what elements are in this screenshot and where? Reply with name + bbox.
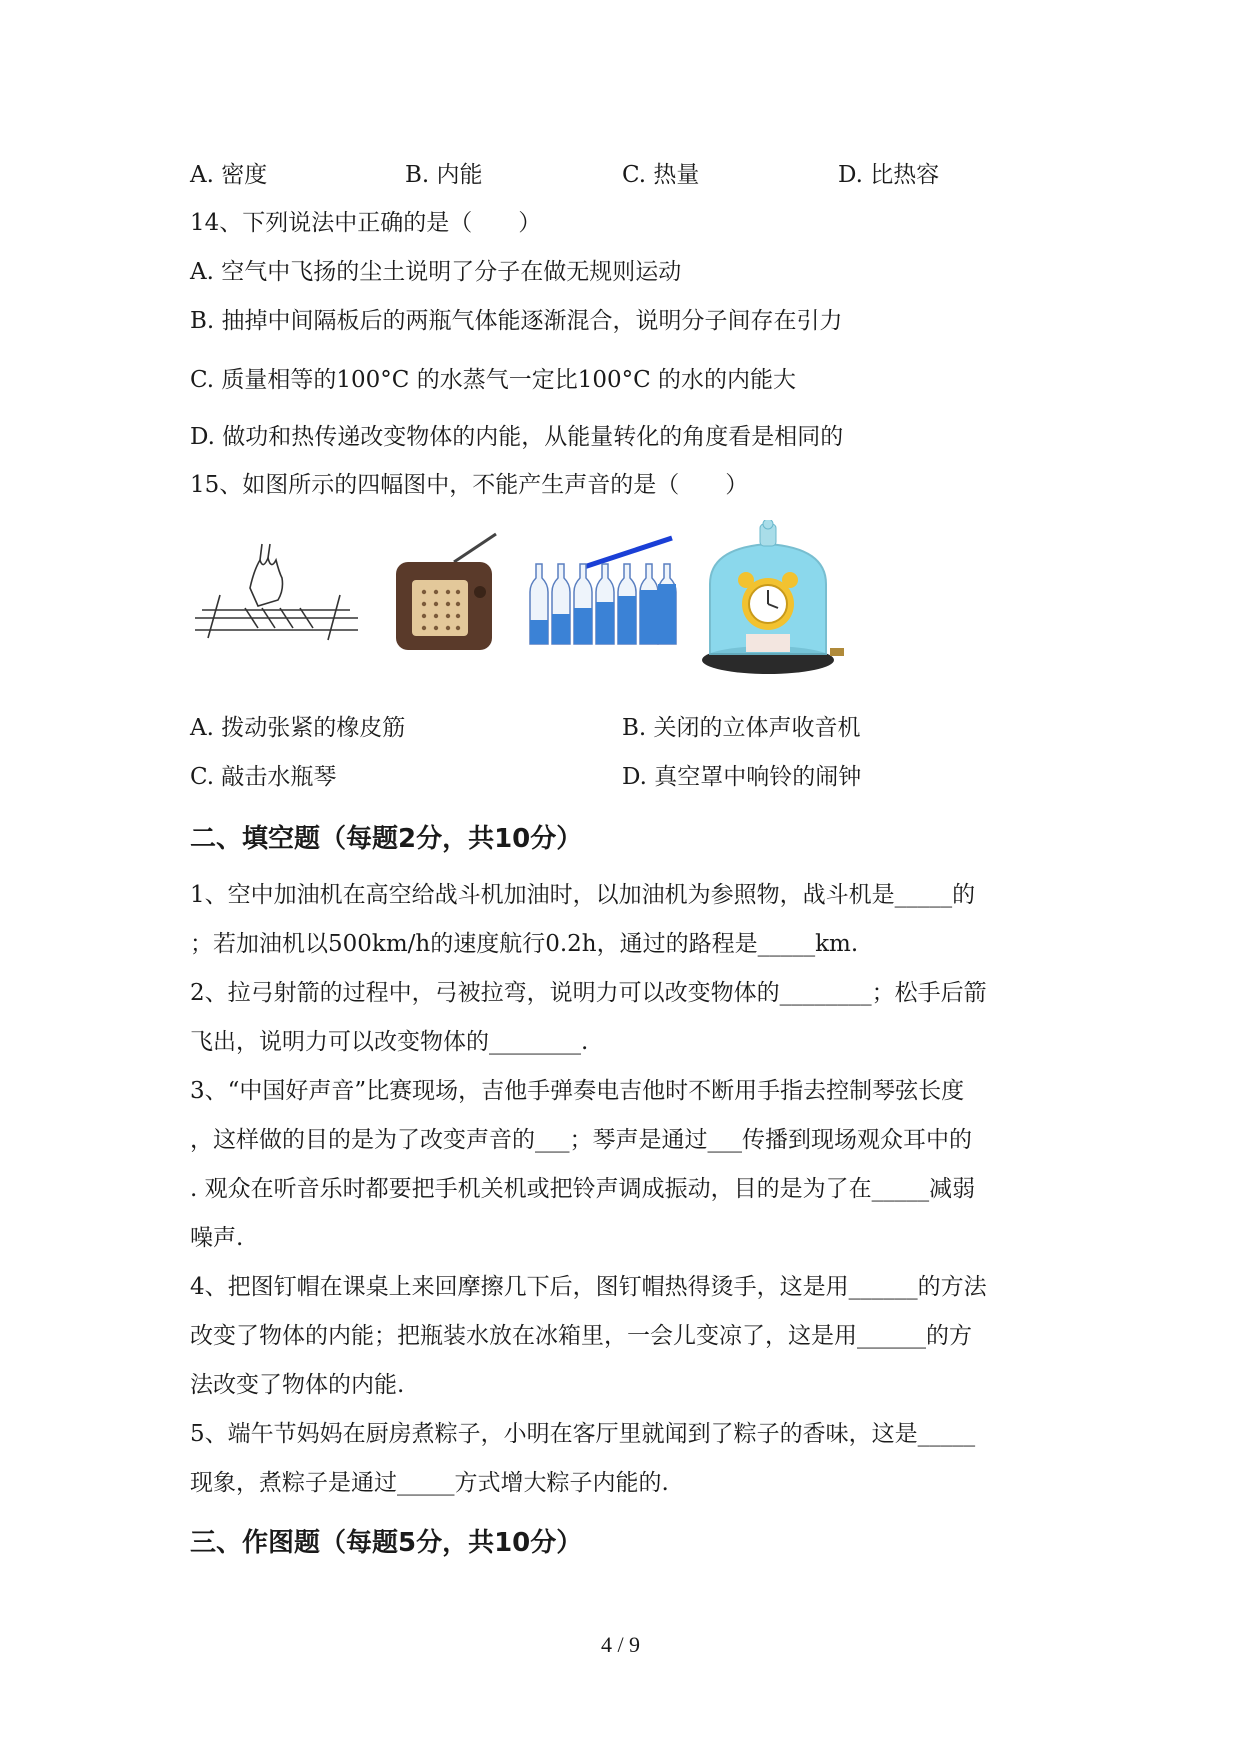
bell-jar-alarm-clock-figure — [698, 520, 848, 680]
q14-option-a: A. 空气中飞扬的尘土说明了分子在做无规则运动 — [190, 259, 682, 285]
q15-option-d: D. 真空罩中响铃的闹钟 — [622, 764, 862, 790]
q13-option-a: A. 密度 — [190, 162, 268, 188]
q14-option-b: B. 抽掉中间隔板后的两瓶气体能逐渐混合，说明分子间存在引力 — [190, 308, 843, 334]
fill-blank-line: 3、“中国好声音”比赛现场，吉他手弹奏电吉他时不断用手指去控制琴弦长度 — [190, 1078, 965, 1104]
q15-stem: 15、如图所示的四幅图中，不能产生声音的是（ ） — [190, 472, 749, 498]
radio-figure — [392, 530, 502, 660]
fill-blank-line: 飞出，说明力可以改变物体的________. — [190, 1029, 589, 1055]
q14-stem: 14、下列说法中正确的是（ ） — [190, 210, 542, 236]
q15-option-b: B. 关闭的立体声收音机 — [622, 715, 861, 741]
fill-blank-line: 改变了物体的内能；把瓶装水放在冰箱里，一会儿变凉了，这是用______的方 — [190, 1323, 972, 1349]
fill-blank-line: . 观众在听音乐时都要把手机关机或把铃声调成振动，目的是为了在_____减弱 — [190, 1176, 976, 1202]
rubber-band-figure — [190, 540, 370, 650]
q13-option-c: C. 热量 — [622, 162, 700, 188]
water-bottle-xylophone-figure — [522, 532, 682, 662]
fill-blank-line: 1、空中加油机在高空给战斗机加油时，以加油机为参照物，战斗机是_____的 — [190, 882, 976, 908]
q13-option-d: D. 比热容 — [838, 162, 940, 188]
q13-option-b: B. 内能 — [405, 162, 483, 188]
q15-option-a: A. 拨动张紧的橡皮筋 — [190, 715, 406, 741]
fill-blank-line: ；若加油机以500km/h的速度航行0.2h，通过的路程是_____km. — [190, 931, 859, 957]
fill-blank-line: 4、把图钉帽在课桌上来回摩擦几下后，图钉帽热得烫手，这是用______的方法 — [190, 1274, 987, 1300]
section-2-title: 二、填空题（每题2分，共10分） — [190, 824, 583, 854]
q15-option-c: C. 敲击水瓶琴 — [190, 764, 337, 790]
page-number: 4 / 9 — [600, 1632, 641, 1657]
q14-option-d: D. 做功和热传递改变物体的内能，从能量转化的角度看是相同的 — [190, 424, 844, 450]
fill-blank-line: 5、端午节妈妈在厨房煮粽子，小明在客厅里就闻到了粽子的香味，这是_____ — [190, 1421, 976, 1447]
fill-blank-line: 现象，煮粽子是通过_____方式增大粽子内能的. — [190, 1470, 669, 1496]
fill-blank-line: ，这样做的目的是为了改变声音的___；琴声是通过___传播到现场观众耳中的 — [190, 1127, 972, 1153]
fill-blank-line: 噪声. — [190, 1225, 244, 1251]
fill-blank-line: 法改变了物体的内能. — [190, 1372, 405, 1398]
q14-option-c: C. 质量相等的100°C 的水蒸气一定比100°C 的水的内能大 — [190, 367, 797, 393]
section-3-title: 三、作图题（每题5分，共10分） — [190, 1528, 583, 1558]
fill-blank-line: 2、拉弓射箭的过程中，弓被拉弯，说明力可以改变物体的________；松手后箭 — [190, 980, 987, 1006]
